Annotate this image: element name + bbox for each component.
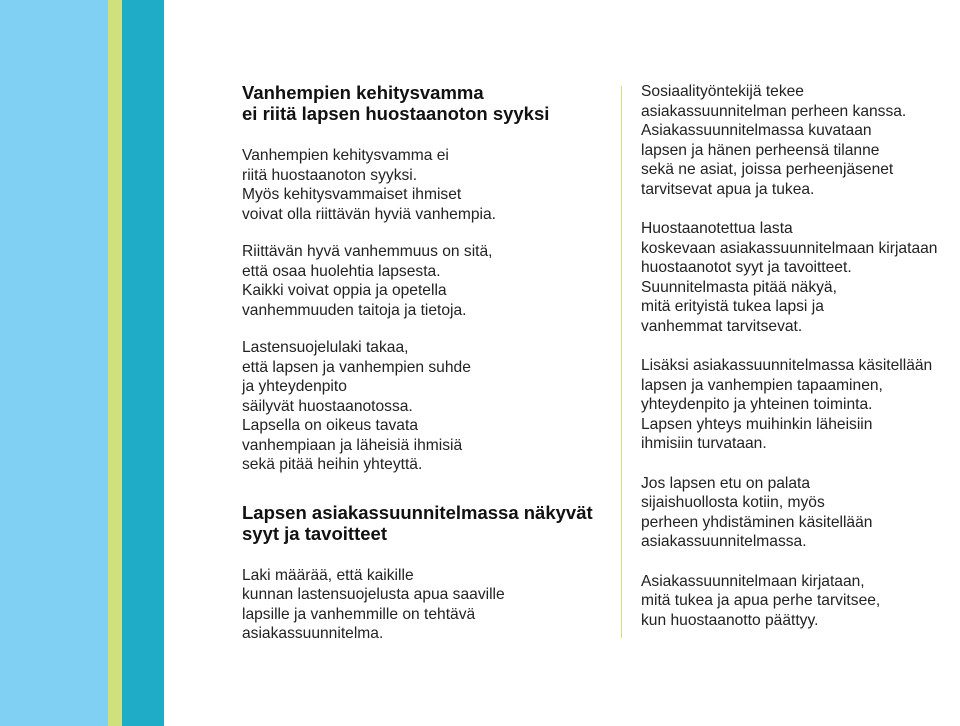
decorative-stripe-lime [108,0,122,726]
column-divider [621,86,622,638]
paragraph-custody-ends: Asiakassuunnitelmaan kirjataan, mitä tukea ja apua perhe tarvitsee, kun huostaanotto päättyy. [641,572,881,629]
paragraph-good-enough-parenting: Riittävän hyvä vanhemmuus on sitä, että osaa huolehtia lapsesta. Kaikki voivat oppia ja opetella vanhemmuuden taitoja ja tietoja. [242,243,493,319]
paragraph-child-welfare-act: Lastensuojelulaki takaa, että lapsen ja vanhempien suhde ja yhteydenpito säilyvät huostaanotossa. Lapsella on oikeus tavata vanhempiaan ja läheisiä ihmisiä sekä pitää heihin yhteyttä. [242,339,471,473]
left-column [242,82,612,644]
paragraph-family-reunification: Jos lapsen etu on palata sijaishuollosta kotiin, myös perheen yhdistäminen käsitellään asiakassuunnitelmassa. [641,474,873,550]
section-heading-disability: Vanhempien kehitysvamma ei riitä lapsen huostaanoton syyksi [242,82,550,124]
paragraph-custody-reasons: Huostaanotettua lasta koskevaan asiakassuunnitelmaan kirjataan huostaanotot syyt ja tavoitteet. Suunnitelmasta pitää näkyä, mitä erityistä tukea lapsi ja vanhemmat tarvitsevat. [641,220,938,335]
paragraph-law-requires-plan: Laki määrää, että kaikille kunnan lastensuojelusta apua saaville lapsille ja vanhemmille on tehtävä asiakassuunnitelma. [242,566,505,642]
paragraph-social-worker-plan: Sosiaalityöntekijä tekee asiakassuunnitelman perheen kanssa. Asiakassuunnitelmassa kuvataan lapsen ja hänen perheensä tilanne sekä ne asiat, joissa perheenjäsenet tarvitsevat apua ja tukea. [641,83,907,198]
paragraph-meetings-contact: Lisäksi asiakassuunnitelmassa käsitellään lapsen ja vanhempien tapaaminen, yhteydenpito ja yhteinen toiminta. Lapsen yhteys muihinkin läheisiin ihmisiin turvataan. [641,357,933,452]
section-heading-client-plan: Lapsen asiakassuunnitelmassa näkyvät syyt ja tavoitteet [242,501,593,544]
paragraph-disability-not-reason: Vanhempien kehitysvamma ei riitä huostaanoton syyksi. Myös kehitysvammaiset ihmiset voivat olla riittävän hyviä vanhempia. [242,147,496,223]
right-column [641,82,957,630]
decorative-stripe-teal [122,0,164,726]
decorative-stripe-light-blue [0,0,108,726]
